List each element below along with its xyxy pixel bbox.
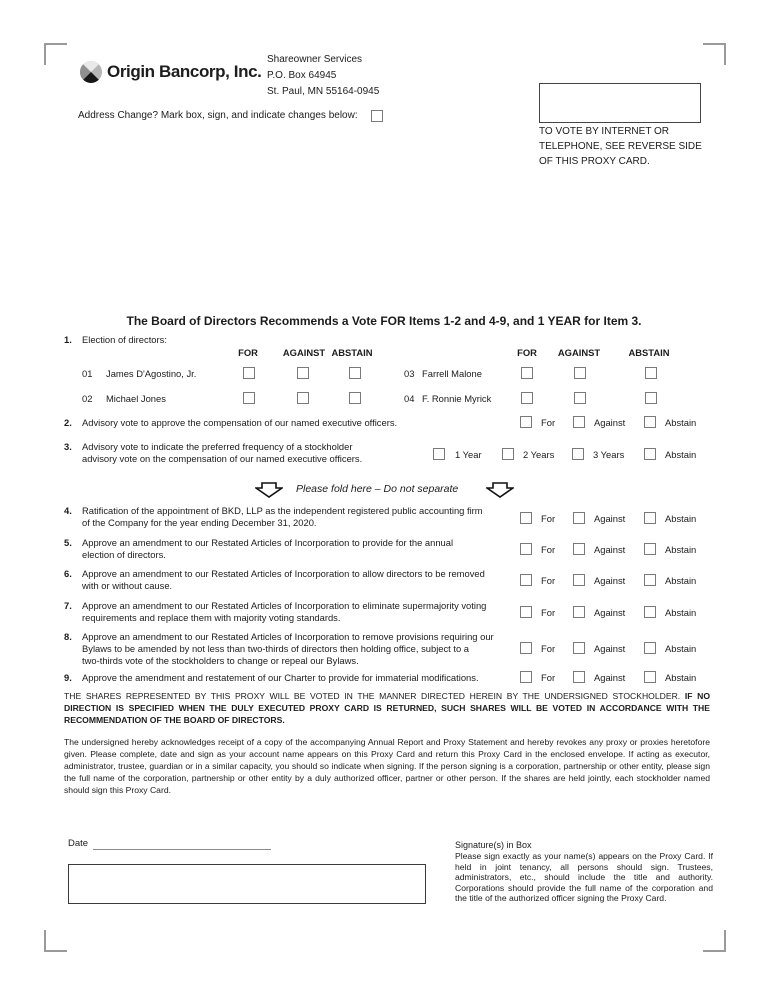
item-9-for-checkbox[interactable] <box>520 671 532 683</box>
item-text-line: Approve an amendment to our Restated Articles of Incorporation to provide for the annual <box>82 537 454 548</box>
legal-text-voting <box>64 690 710 726</box>
address-line: St. Paul, MN 55164-0945 <box>267 86 380 97</box>
item-number: 8. <box>64 631 72 642</box>
item-2-abstain-checkbox[interactable] <box>644 416 656 428</box>
item-7-for-checkbox[interactable] <box>520 606 532 618</box>
item-text-line: Approve an amendment to our Restated Articles of Incorporation to eliminate supermajority voting <box>82 600 487 611</box>
item-2-for-checkbox[interactable] <box>520 416 532 428</box>
item-number: 2. <box>64 417 72 428</box>
option-label-against: Against <box>594 643 626 654</box>
director-04-abstain-checkbox[interactable] <box>645 392 657 404</box>
account-box <box>539 83 701 123</box>
vote-instruction: TO VOTE BY INTERNET OR TELEPHONE, SEE REVERSE SIDE OF THIS PROXY CARD. <box>539 126 702 167</box>
director-04-against-checkbox[interactable] <box>574 392 586 404</box>
signature-box-label: Signature(s) in Box <box>455 840 532 850</box>
item-number: 6. <box>64 568 72 579</box>
option-label-against: Against <box>594 672 626 683</box>
option-label-2-years: 2 Years <box>523 449 555 460</box>
director-name: James D'Agostino, Jr. <box>106 368 197 379</box>
legal-text-acknowledgement: The undersigned hereby acknowledges receipt of a copy of the accompanying Annual Report and Proxy Statement and hereby revokes any proxy or proxies heretofore given. Please complete, date and sign as your account name appears on this Proxy Card and return this Proxy Card in the enclosed envelope. If acting as executor, administrator, trustee, guardian or in a similar capacity, you should so indicate when signing. If the person signing is a corporation, partnership or other entity, please sign the full name of the corporation, partnership or other entity by a duly authorized officer, partner or other person. If the shares are held jointly, each stockholder named should sign this Proxy Card. <box>64 737 710 795</box>
option-label-against: Against <box>594 513 626 524</box>
item-4-for-checkbox[interactable] <box>520 512 532 524</box>
item-number: 9. <box>64 672 72 683</box>
item-number: 5. <box>64 537 72 548</box>
option-label-abstain: Abstain <box>665 417 697 428</box>
legal-voted-normal: THE SHARES REPRESENTED BY THIS PROXY WILL BE VOTED IN THE MANNER DIRECTED HEREIN BY THE UNDERSIGNED STOCKHOLDER. <box>64 691 685 701</box>
item-text-line: Approve the amendment and restatement of our Charter to provide for immaterial modifications. <box>82 672 479 683</box>
date-label: Date <box>68 838 89 849</box>
column-header-against-right: AGAINST <box>557 347 601 358</box>
option-label-abstain: Abstain <box>665 607 697 618</box>
item-text-line: election of directors. <box>82 548 166 560</box>
item-8-abstain-checkbox[interactable] <box>644 642 656 654</box>
item-text-line: Ratification of the appointment of BKD, LLP as the independent registered public accounting firm <box>82 505 483 516</box>
option-label-abstain: Abstain <box>665 544 697 555</box>
option-label-against: Against <box>594 544 626 555</box>
director-03-against-checkbox[interactable] <box>574 367 586 379</box>
item-text-line: with or without cause. <box>82 579 173 591</box>
item-4-abstain-checkbox[interactable] <box>644 512 656 524</box>
option-label-against: Against <box>594 607 626 618</box>
item-text-line: advisory vote on the compensation of our named executive officers. <box>82 452 363 464</box>
address-line: Shareowner Services <box>267 54 363 65</box>
item-6-against-checkbox[interactable] <box>573 574 585 586</box>
company-logo-icon <box>79 60 103 84</box>
director-03-for-checkbox[interactable] <box>521 367 533 379</box>
director-02-abstain-checkbox[interactable] <box>349 392 361 404</box>
fold-arrow-icon <box>255 482 283 503</box>
option-label-for: For <box>541 607 556 618</box>
director-01-for-checkbox[interactable] <box>243 367 255 379</box>
signature-instructions: Please sign exactly as your name(s) appears on the Proxy Card. If held in joint tenancy, all persons should sign. Trustees, administrators, etc., should include the title and authority. Corporations should provide the full name of the corporation and the title of the authorized officer signing the Proxy Card. <box>455 851 713 904</box>
option-label-abstain: Abstain <box>665 672 697 683</box>
crop-mark-bottom-left <box>44 930 67 952</box>
column-header-against-left: AGAINST <box>282 347 326 358</box>
director-04-for-checkbox[interactable] <box>521 392 533 404</box>
director-name: Farrell Malone <box>422 368 482 379</box>
item-3-3years-checkbox[interactable] <box>572 448 584 460</box>
option-label-for: For <box>541 544 556 555</box>
option-label-for: For <box>541 575 556 586</box>
director-01-abstain-checkbox[interactable] <box>349 367 361 379</box>
director-name: Michael Jones <box>106 393 166 404</box>
address-change-label: Address Change? Mark box, sign, and indicate changes below: <box>78 110 358 121</box>
fold-note: Please fold here – Do not separate <box>296 483 459 495</box>
director-number: 04 <box>404 393 415 404</box>
director-02-against-checkbox[interactable] <box>297 392 309 404</box>
director-number: 01 <box>82 368 93 379</box>
option-label-for: For <box>541 643 556 654</box>
item-3-abstain-checkbox[interactable] <box>644 448 656 460</box>
item-number: 4. <box>64 505 72 516</box>
item-5-for-checkbox[interactable] <box>520 543 532 555</box>
item-text-line: of the Company for the year ending December 31, 2020. <box>82 516 317 528</box>
item-4-against-checkbox[interactable] <box>573 512 585 524</box>
signature-box[interactable] <box>68 864 426 904</box>
item-number: 1. <box>64 334 72 345</box>
item-1-label: Election of directors: <box>82 334 167 345</box>
fold-arrow-icon <box>486 482 514 503</box>
director-03-abstain-checkbox[interactable] <box>645 367 657 379</box>
column-header-for-right: FOR <box>517 347 537 358</box>
item-text-line: two-thirds vote of the stockholders to change or repeal our Bylaws. <box>82 654 359 666</box>
option-label-abstain: Abstain <box>665 513 697 524</box>
legal-voted-bold: IF NO DIRECTION IS SPECIFIED WHEN THE DULY EXECUTED PROXY CARD IS RETURNED, SUCH SHARES WILL BE VOTED IN ACCORDANCE WITH THE RECOMMENDATION OF THE BOARD OF DIRECTORS. <box>64 691 711 725</box>
item-9-abstain-checkbox[interactable] <box>644 671 656 683</box>
option-label-3-years: 3 Years <box>593 449 625 460</box>
option-label-against: Against <box>594 417 626 428</box>
item-5-against-checkbox[interactable] <box>573 543 585 555</box>
item-6-abstain-checkbox[interactable] <box>644 574 656 586</box>
item-text-line: Approve an amendment to our Restated Articles of Incorporation to allow directors to be removed <box>82 568 485 579</box>
option-label-for: For <box>541 672 556 683</box>
option-label-for: For <box>541 513 556 524</box>
column-header-for-left: FOR <box>238 347 258 358</box>
item-2-against-checkbox[interactable] <box>573 416 585 428</box>
director-02-for-checkbox[interactable] <box>243 392 255 404</box>
column-header-abstain-right: ABSTAIN <box>628 347 670 358</box>
crop-mark-top-right <box>703 43 726 65</box>
option-label-against: Against <box>594 575 626 586</box>
recommendation-title: The Board of Directors Recommends a Vote FOR Items 1-2 and 4-9, and 1 YEAR for Item 3. <box>126 314 642 328</box>
item-number: 3. <box>64 441 72 452</box>
director-01-against-checkbox[interactable] <box>297 367 309 379</box>
item-number: 7. <box>64 600 72 611</box>
item-6-for-checkbox[interactable] <box>520 574 532 586</box>
remit-address <box>267 52 379 100</box>
crop-mark-bottom-right <box>703 930 726 952</box>
item-7-against-checkbox[interactable] <box>573 606 585 618</box>
date-line[interactable] <box>93 838 271 850</box>
item-text-line: requirements and replace them with majority voting standards. <box>82 611 341 623</box>
company-name: Origin Bancorp, Inc. <box>107 62 262 81</box>
item-3-2years-checkbox[interactable] <box>502 448 514 460</box>
column-header-abstain-left: ABSTAIN <box>331 347 373 358</box>
item-9-against-checkbox[interactable] <box>573 671 585 683</box>
item-text-line: Advisory vote to approve the compensation of our named executive officers. <box>82 417 398 428</box>
item-7-abstain-checkbox[interactable] <box>644 606 656 618</box>
director-number: 03 <box>404 368 415 379</box>
item-text-line: Advisory vote to indicate the preferred frequency of a stockholder <box>82 441 353 452</box>
option-label-1-year: 1 Year <box>455 449 482 460</box>
crop-mark-top-left <box>44 43 67 65</box>
item-8-against-checkbox[interactable] <box>573 642 585 654</box>
address-line: P.O. Box 64945 <box>267 70 337 81</box>
item-text-line: Approve an amendment to our Restated Articles of Incorporation to remove provisions requiring our <box>82 631 494 642</box>
option-label-abstain: Abstain <box>665 449 697 460</box>
option-label-for: For <box>541 417 556 428</box>
item-text-line: Bylaws to be amended by not less than two-thirds of directors then holding office, subject to a <box>82 642 470 654</box>
director-name: F. Ronnie Myrick <box>422 393 492 404</box>
item-8-for-checkbox[interactable] <box>520 642 532 654</box>
address-change-checkbox[interactable] <box>371 110 383 122</box>
director-number: 02 <box>82 393 93 404</box>
item-3-1year-checkbox[interactable] <box>433 448 445 460</box>
option-label-abstain: Abstain <box>665 575 697 586</box>
item-5-abstain-checkbox[interactable] <box>644 543 656 555</box>
option-label-abstain: Abstain <box>665 643 697 654</box>
